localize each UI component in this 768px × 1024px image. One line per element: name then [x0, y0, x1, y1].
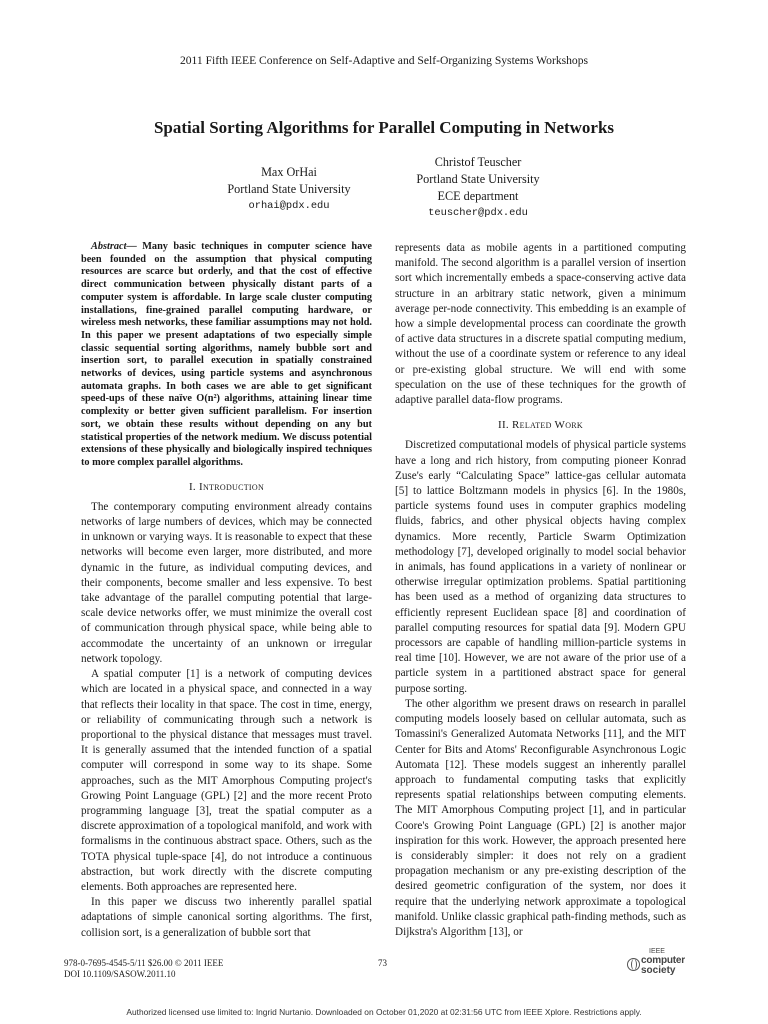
author-department: ECE department — [437, 189, 519, 203]
abstract-text: Many basic techniques in computer science have been founded on the assumption that physical computing resources are scarce but orderly, and that the cost of effective direct communication between physically distant parts of a computer system is affordable. In large scale cluster computing installations, fine-grained parallel computing hardware, or wireless mesh networks, these familiar assumptions may not hold. In this paper we present adaptations of two especially simple classic sequential sorting algorithms, namely bubble sort and insertion sort, to parallel execution in spatially constrained networks of devices, using particle systems and asynchronous automata graphs. In both cases we are able to get significant speed-ups of these naïve O(n²) algorithms, attaining linear time complexity or better given sufficient parallelism. For insertion sort, we obtain these results without depending on any but statistical properties of the network medium. We discuss potential extensions of these physically and biologically inspired techniques to more complex parallel algorithms. — [81, 241, 372, 468]
conference-header: 2011 Fifth IEEE Conference on Self-Adaptive and Self-Organizing Systems Workshops — [179, 54, 589, 67]
ieee-computer-society-logo — [627, 948, 707, 978]
author-email: teuscher@pdx.edu — [428, 207, 528, 219]
section-heading-related-work: II. Related Work — [497, 419, 583, 432]
footer-isbn: 978-0-7695-4545-5/11 $26.00 © 2011 IEEE — [64, 958, 224, 968]
globe-icon — [627, 958, 640, 971]
paragraph: In this paper we discuss two inherently parallel spatial adaptations of simple canonical sorting algorithms. The first, collision sort, is a generalization of bubble sort that — [81, 896, 372, 939]
page-number: 73 — [378, 958, 387, 968]
paragraph: Discretized computational models of physical particle systems have a long and rich history, from computing pioneer Konrad Zuse's early “Calculating Space” lattice-gas cellular automata [5] to lattice Boltzmann models in physics [6]. In the 1980s, particle systems found uses in computer graphics modeling fluids, fabrics, and other physical objects having complex dynamics. More recently, Particle Swarm Optimization methodology [7], developed originally to model social behavior in animals, has found applications in a variety of nonlinear or otherwise irregular optimization problems. Spatial partitioning has been used as a method of organizing data structures to efficiently represent Euclidean space [8] and coordination of parallel computing resources for spatial data [9]. Modern GPU processors are capable of handling million-particle systems in real time [10]. However, we are not aware of the prior use of a particle system in a partitioned abstract space for general purpose sorting. — [395, 439, 686, 695]
author-name: Christof Teuscher — [434, 155, 522, 169]
author-block-1 — [200, 164, 378, 215]
author-affiliation: Portland State University — [416, 172, 540, 186]
left-column — [81, 241, 372, 941]
logo-text-middle: computer — [641, 955, 685, 966]
paragraph: represents data as mobile agents in a partitioned computing manifold. The second algorithm is a parallel version of insertion sort which incrementally embeds a space-conserving active data structure in an arbitrary static network, given a minimum average per-node connectivity. This embedding is an example of how a simple developmental process can coordinate the growth of active data structures in a discrete spatial computing medium, without the use of a coordinate system or reference to any ideal or pre-existing global structure. We will end with some speculation on the use of these techniques for the growth of adaptive parallel data-flow programs. — [395, 242, 686, 407]
license-notice: Authorized licensed use limited to: Ingrid Nurtanio. Downloaded on October 01,2020 at 02:31:56 UTC from IEEE Xplore. Restrictions apply. — [126, 1007, 642, 1017]
logo-text-bottom: society — [641, 965, 676, 976]
author-name: Max OrHai — [261, 165, 317, 179]
paragraph: The contemporary computing environment already contains networks of large numbers of devices, which may be connected in unknown or varying ways. It is reasonable to expect that these networks will become even larger, more distributed, and more dynamic in the future, as individual computing devices, and their components, become smaller and less expensive. To best take advantage of the parallel computing potential that large-scale device networks offer, we must minimize the overall cost of communication through physical space, while being able to accommodate the uncertainty of an unknown or irregular network topology. — [81, 500, 372, 665]
author-email: orhai@pdx.edu — [248, 200, 330, 212]
logo-text-top: IEEE — [649, 948, 665, 955]
right-column — [395, 241, 686, 940]
author-affiliation: Portland State University — [227, 182, 351, 196]
paper-title: Spatial Sorting Algorithms for Parallel Computing in Networks — [153, 118, 615, 137]
abstract — [81, 241, 372, 470]
abstract-label: Abstract— — [91, 241, 137, 252]
footer-publication-info — [64, 958, 223, 980]
footer-doi: DOI 10.1109/SASOW.2011.10 — [64, 969, 176, 979]
paragraph: The other algorithm we present draws on research in parallel computing models loosely based on cellular automata, such as Tomassini's Generalized Automata Networks [11], and the MIT Center for Bits and Atoms' Reconfigurable Asynchronous Logic Automata [12]. These models suggest an inherently parallel approach to fundamental computing tasks that explicitly represents spatial relationships between computing elements. The MIT Amorphous Computing project [1], and in particular Coore's Growing Point Language (GPL) [2] is another major inspiration for this work. However, the approach presented here is considerably simpler: it does not rely on a gradient propagation mechanism or any pre-existing description of the desired geometric configuration of the system, nor does it require that the underlying network approximate a topological manifold. Unlike classic graphical path-finding methods, such as Dijkstra's Algorithm [13], or — [395, 697, 686, 938]
author-block-2 — [383, 154, 573, 222]
paragraph: A spatial computer [1] is a network of computing devices which are located in a physical space, and connected in a way that reflects their locality in that space. The cost in time, energy, or reliability of communicating through such a network is proportional to the physical distance that messages must travel. It is generally assumed that the intended function of a spatial computer will correspond in some way to its shape. Some approaches, such as the MIT Amorphous Computing project's Growing Point Language (GPL) [2] and the more recent Proto programming language [3], treat the spatial computer as a discrete approximation of a topological manifold, and work with formalisms in the continuous abstract space. Others, such as the TOTA physical tuple-space [4], do not introduce a continuous abstraction, but work directly with the discrete computing elements. Both approaches are represented here. — [81, 668, 372, 893]
section-heading-introduction: I. Introduction — [188, 480, 265, 493]
